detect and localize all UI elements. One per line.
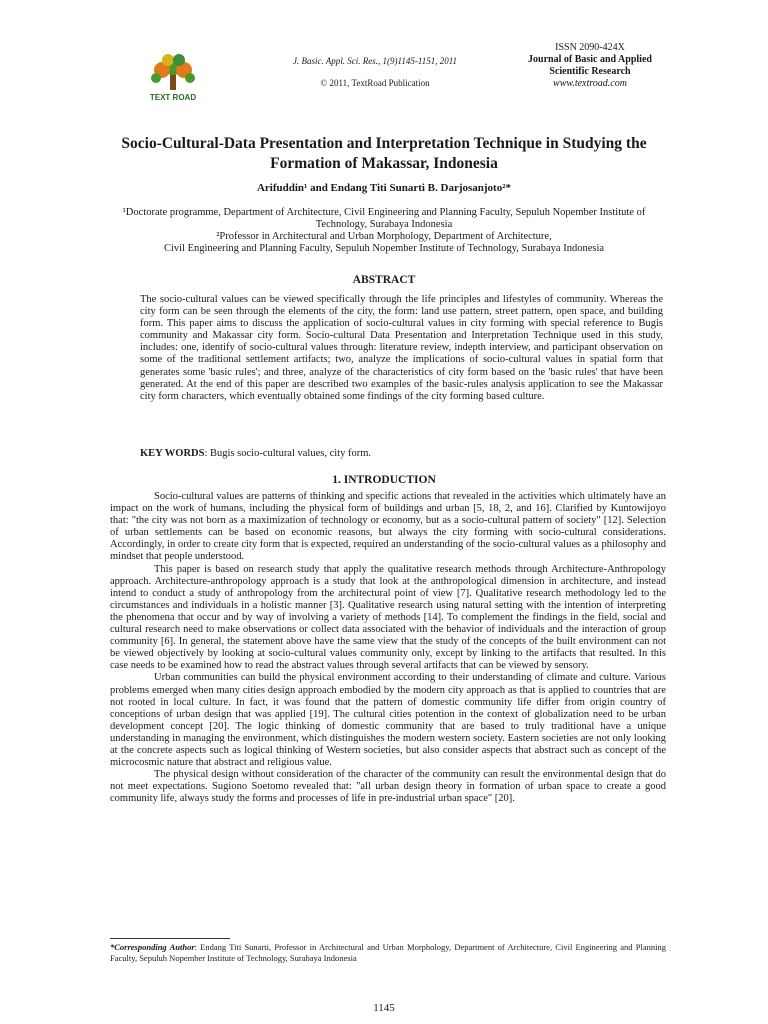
affiliation-3: Civil Engineering and Planning Faculty, Sepuluh Nopember Institute of Technology, Surabaya Indonesia [163,243,605,254]
footnote-label: *Corresponding Author [110,942,195,952]
affiliation-1: ¹Doctorate programme, Department of Architecture, Civil Engineering and Planning Faculty, Sepuluh Nopember Institute of Technology, Surabaya Indonesia [122,207,646,230]
keywords-text: : Bugis socio-cultural values, city form. [204,448,371,459]
copyright: © 2011, TextRoad Publication [320,78,430,88]
affiliation-2: ²Professor in Architectural and Urban Morphology, Department of Architecture, [216,231,552,242]
page-number: 1145 [373,1002,395,1014]
abstract-heading: ABSTRACT [352,274,416,286]
introduction-heading: 1. INTRODUCTION [332,474,436,486]
keywords [140,448,663,459]
intro-paragraph: Socio-cultural values are patterns of thinking and specific actions that revealed in the activities which ultimately have an impact on the work of humans, including the physical form of buildings and urban [5, 18, 2, and 16]. Clarified by Kuntowijoyo that: "the city was not born as a maximization of technology or economy, but as a socio-cultural pattern of society" [12]. Selection of urban settlements can be based on economic reasons, but always the city forming with socio-cultural considerations. Accordingly, in order to create city form that is expected, required an understanding of the socio-cultural values as a philosophy and mindset that people understood. [110,491,666,563]
affiliations [108,207,660,255]
abstract-text: The socio-cultural values can be viewed specifically through the life principles and lifestyles of community. Whereas the city form can be seen through the elements of the city, the form: land use pattern, street pattern, open space, and building form. This paper aims to discuss the application of socio-cultural values in city forming with special reference to Bugis community and Makassar city form. Socio-cultural Data Presentation and Interpretation Technique used in this study, includes: one, identify of socio-cultural values through: literature review, indepth interview, and participant observation on some of the traditional settlement artifacts; two, analyze the implications of socio-cultural values in spatial form that generates some 'basic rules'; and three, analyze of the characteristics of city form based on the 'basic rules' that have been generated. At the end of this paper are described two examples of the basic-rules analysis application to see the Makassar city form characters, which eventually obtained some findings of the city forming based culture. [140,294,663,402]
intro-paragraph: Urban communities can build the physical environment according to their understanding of climate and culture. Various problems emerged when many cities design approach embodied by the modern city approach as that is applied to countries that are not rooted in local culture. In fact, it was found that the pattern of domestic community life differ from origin country of conceptions of urban design that was applied [19]. The cultural cities potention in the context of globalization need to be urban development concept [20]. The logic thinking of domestic community that are based to truly traditional have a unique understanding in managing the environment, which distinguishes the modern western society. Eastern societies are not only looking at the concrete aspects such as logical thinking of Western societies, but also consider aspects that abstract such as concept of the microcosmic nature that abstract and religious value. [110,672,666,769]
corresponding-author-footnote [110,942,666,964]
journal-citation-block [260,50,490,94]
authors: Arifuddin¹ and Endang Titi Sunarti B. Darjosanjoto²* [256,182,512,194]
journal-citation: J. Basic. Appl. Sci. Res., 1(9)1145-1151, 2011 [292,56,458,66]
paper-title: Socio-Cultural-Data Presentation and Interpretation Technique in Studying the Formation of Makassar, Indonesia [121,135,647,172]
intro-paragraph: The physical design without consideration of the character of the community can result the environmental design that do not meet expectations. Sugiono Soetomo revealed that: "all urban design theory in formation of urban space to create a good community life, always study the forms and processes of life in pre-industrial urban space" [20]. [110,769,666,805]
intro-paragraph: This paper is based on research study that apply the qualitative research methods through Architecture-Anthropology approach. Architecture-anthropology approach is a study that look at the anthropological dimension in architecture, and instead intend to conduct a study of anthropology from the architectural point of view [7]. Qualitative research methodology led to the circumstances and individuals in a holistic manner [3]. Qualitative research using natural setting with the intention of interpreting the phenomena that occur and by way of involving a variety of methods [14]. To complement the findings in the field, social and cultural research need to make observations or collect data associated with the behavior of individuals and the interaction of group community [6]. In general, the statement above have the same view that the study of the concepts of the built environment can not be viewed objectively by looking at socio-cultural values community only, except by linking to the artifacts that resulted. In this case needs to be examined how to read the abstract values through several artifacts that can be viewed by sensory. [110,563,666,672]
issn: ISSN 2090-424X [555,42,625,53]
journal-name: Journal of Basic and Applied Scientific Research [528,54,652,77]
footnote-text: : Endang Titi Sunarti, Professor in Architectural and Urban Morphology, Department of Architecture, Civil Engineering and Planning Faculty, Sepuluh Nopember Institute of Technology, Surabaya Indonesia [110,942,666,963]
tree-icon [138,52,208,104]
introduction-body [110,491,666,805]
keywords-label: KEY WORDS [140,448,205,459]
textroad-logo [138,52,208,104]
svg-text:TEXT ROAD: TEXT ROAD [149,93,197,102]
journal-info-block [510,42,670,90]
journal-url[interactable]: www.textroad.com [553,78,627,89]
footnote-divider [110,938,230,939]
